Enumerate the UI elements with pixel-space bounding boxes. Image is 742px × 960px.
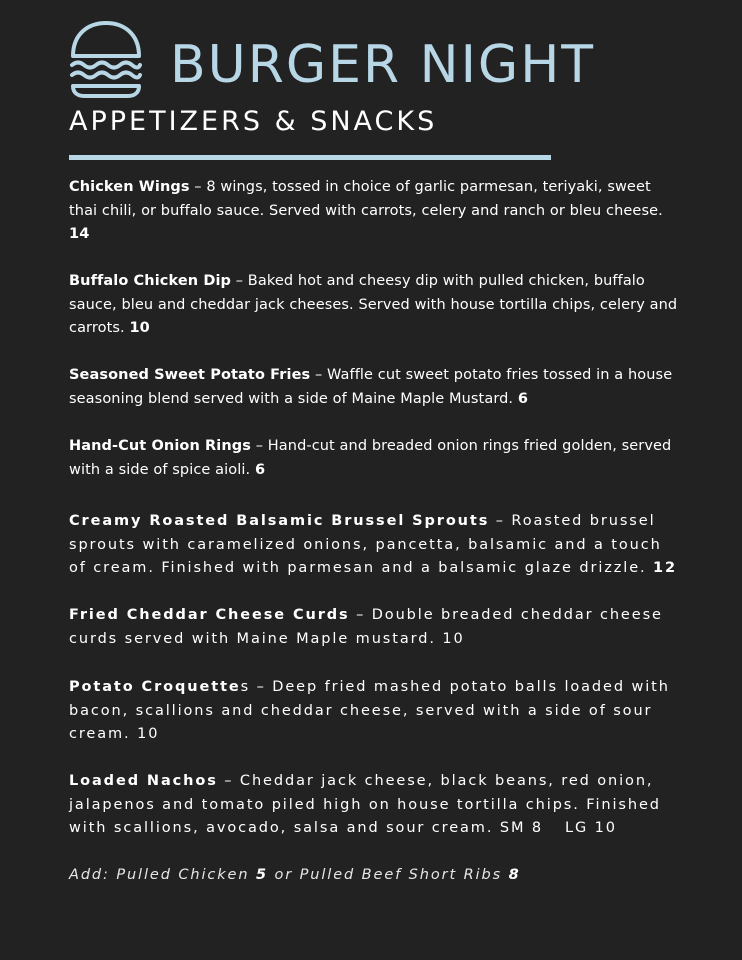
item-name: Potato Croquette [69,679,241,695]
item-price: 6 [254,461,266,478]
item-description: – Waffle cut sweet potato fries tossed in a house seasoning blend served with a side of Maine Maple Mustard. [69,367,673,407]
item-name: Creamy Roasted Balsamic Brussel Sprouts [69,513,490,529]
item-price: 10 [129,320,150,336]
item-description: – Baked hot and cheesy dip with pulled chicken, buffalo sauce, bleu and cheddar jack cheeses. Served with house tortilla chips, celery and carrots. [69,273,678,336]
menu-item-cheese-curds [69,604,679,651]
item-name: Fried Cheddar Cheese Curds [69,607,350,623]
menu-section-heading: APPETIZERS & SNACKS [69,106,438,137]
menu-item-onion-rings [69,435,679,482]
item-description: – Deep fried mashed potato balls loaded with bacon, scallions and cheddar cheese, served with a side of sour cream. [69,679,670,742]
item-price-small: SM 8 [499,820,544,836]
addon-chicken-price: 5 [255,867,268,883]
item-name: Chicken Wings [69,179,190,195]
item-name: Buffalo Chicken Dip [69,273,232,289]
item-description: – Double breaded cheddar cheese curds served with Maine Maple mustard. [69,607,663,647]
item-description: – 8 wings, tossed in choice of garlic parmesan, teriyaki, sweet thai chili, or buffalo sauce. Served with carrots, celery and ranch or bleu cheese. [69,179,663,219]
burger-icon [68,20,144,98]
item-price-large: LG 10 [565,820,617,836]
item-price: 12 [653,560,678,576]
item-description: – Hand-cut and breaded onion rings fried golden, served with a side of spice aioli. [69,438,672,478]
heading-divider [69,155,551,160]
item-price: 6 [517,390,529,407]
item-description: – Cheddar jack cheese, black beans, red onion, jalapenos and tomato piled high on house tortilla chips. Finished with scallions, avocado, salsa and sour cream. [69,773,661,836]
addon-beef-price: 8 [508,867,521,883]
addon-middle: or Pulled Beef Short Ribs [267,867,509,883]
item-price: 14 [69,226,90,242]
item-name: Hand-Cut Onion Rings [69,438,252,454]
menu-item-loaded-nachos [69,770,679,841]
menu-item-potato-croquettes [69,676,679,747]
menu-item-chicken-wings [69,176,679,247]
add-on-note [69,864,521,887]
menu-item-sweet-potato-fries [69,364,679,411]
menu-item-brussel-sprouts [69,510,679,581]
menu-item-buffalo-chicken-dip [69,270,679,341]
item-price: 10 [442,630,465,647]
item-name-suffix: s [240,679,251,695]
item-name: Loaded Nachos [69,773,218,789]
item-name: Seasoned Sweet Potato Fries [69,367,311,383]
item-description: – Roasted brussel sprouts with caramelized onions, pancetta, balsamic and a touch of cream. Finished with parmesan and a balsamic glaze drizzle. [69,513,662,576]
item-price: 10 [137,726,160,742]
addon-prefix: Add: Pulled Chicken [69,867,256,883]
menu-title: BURGER NIGHT [170,35,596,95]
